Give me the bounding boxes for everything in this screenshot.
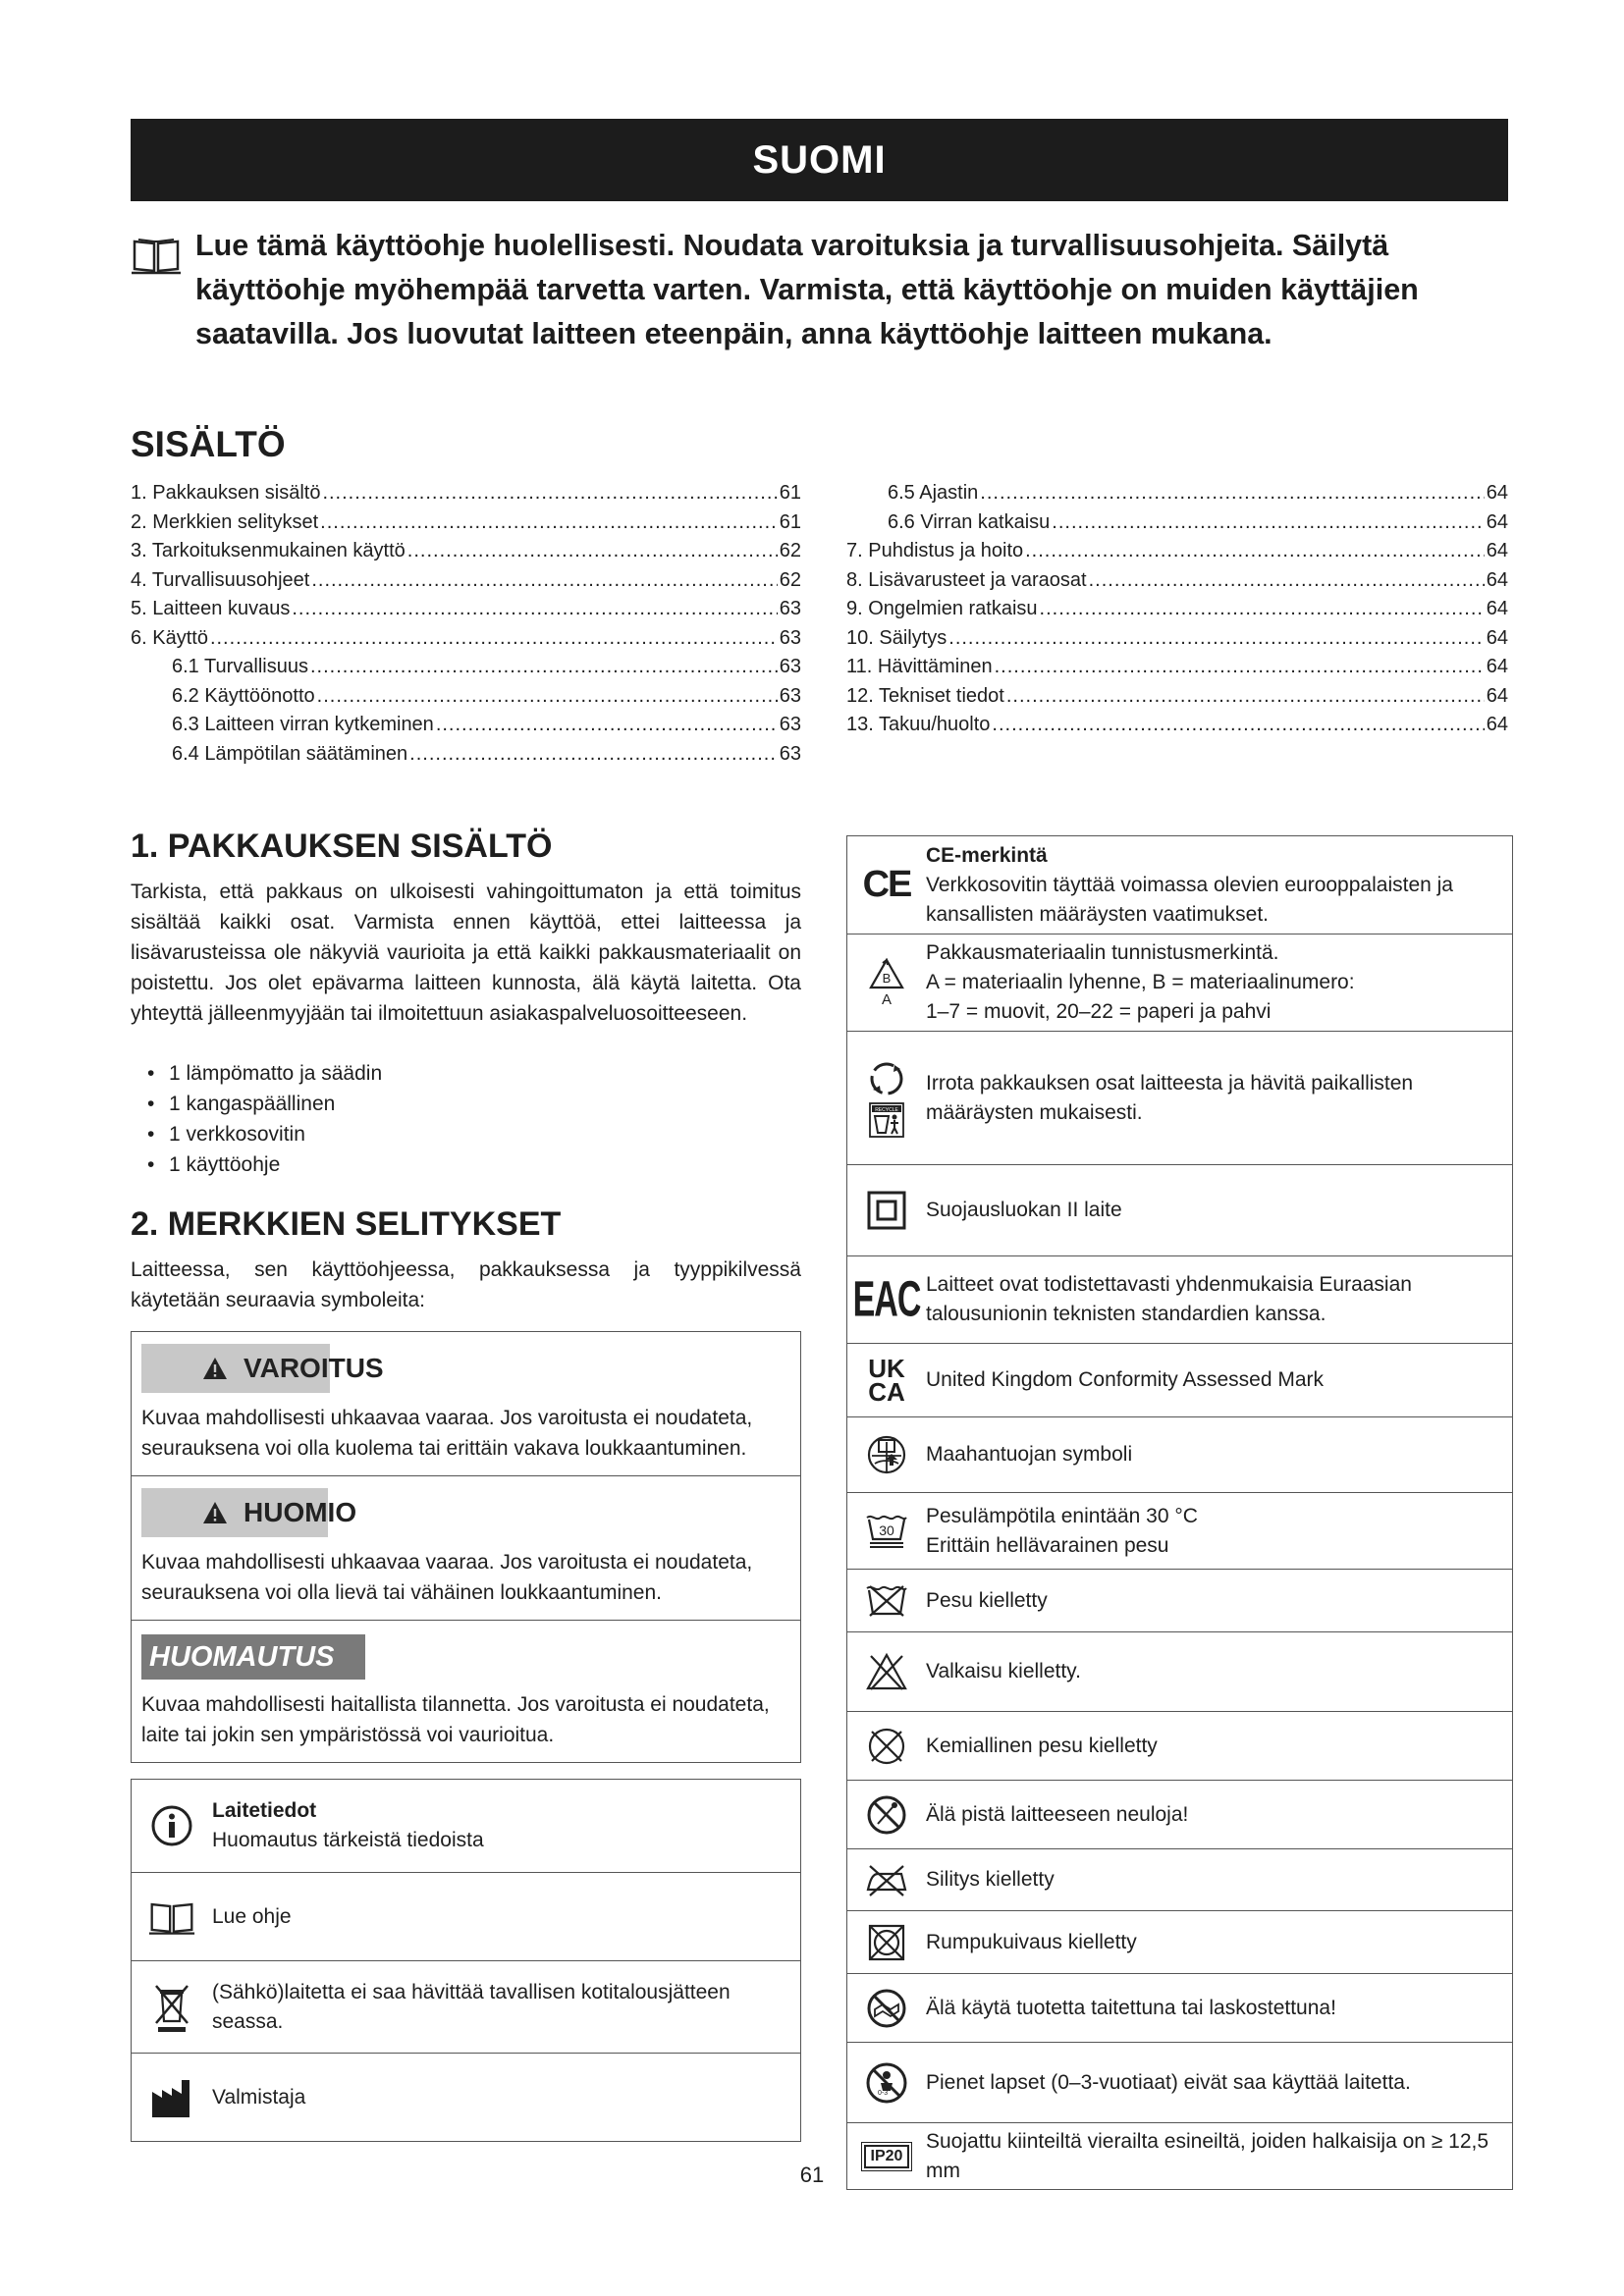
book-icon	[148, 1898, 195, 1936]
toc-entry[interactable]: 2. Merkkien selitykset ..... 61	[131, 508, 801, 538]
info-row	[132, 1960, 800, 2053]
eac-mark-icon: EAC	[852, 1270, 921, 1327]
toc-entry[interactable]: 1. Pakkauksen sisältö ..... 61	[131, 479, 801, 508]
page-number: 61	[799, 2163, 825, 2187]
symbol-row-notumble	[847, 1910, 1512, 1973]
symbol-text: Valkaisu kielletty.	[926, 1660, 1081, 1682]
symbol-text: Älä pistä laitteeseen neuloja!	[926, 1802, 1189, 1826]
toc-right-column	[846, 479, 1508, 740]
notice-block	[132, 1620, 800, 1762]
symbol-row-noiron	[847, 1848, 1512, 1910]
info-title: Laitetiedot	[212, 1799, 317, 1822]
symbol-row-recycle	[847, 934, 1512, 1031]
info-text: (Sähkö)laitetta ei saa hävittää tavallisen kotitalousjätteen seassa.	[212, 1980, 731, 2033]
symbol-text: Älä käytä tuotetta taitettuna tai laskostettuna!	[926, 1996, 1336, 2019]
weee-icon	[152, 1982, 191, 2033]
list-item: • 1 kangaspäällinen	[147, 1089, 736, 1119]
info-icon	[150, 1804, 193, 1847]
symbol-row-class2	[847, 1164, 1512, 1255]
symbol-row-nowash	[847, 1569, 1512, 1631]
symbol-text: A = materiaalin lyhenne, B = materiaalinumero:	[926, 971, 1355, 993]
protection-class-2-icon	[867, 1191, 906, 1230]
toc-entry[interactable]: 4. Turvallisuusohjeet ..... 62	[131, 566, 801, 596]
svg-text:RECYCLE: RECYCLE	[875, 1106, 898, 1113]
svg-text:0-3: 0-3	[878, 2089, 889, 2097]
recycle-arrows-icon	[867, 1059, 906, 1098]
symbol-title: CE-merkintä	[926, 843, 1048, 867]
symbol-text: United Kingdom Conformity Assessed Mark	[926, 1368, 1324, 1391]
no-wash-icon	[864, 1582, 909, 1620]
svg-text:30: 30	[879, 1522, 894, 1538]
toc-entry[interactable]: 7. Puhdistus ja hoito ..... 64	[846, 537, 1508, 566]
symbol-row-importer	[847, 1416, 1512, 1492]
symbol-text: Suojausluokan II laite	[926, 1199, 1122, 1221]
symbol-text: Pesu kielletty	[926, 1588, 1048, 1612]
symbol-text: Pienet lapset (0–3-vuotiaat) eivät saa käyttää laitetta.	[926, 2070, 1411, 2094]
symbol-row-ce	[847, 836, 1512, 934]
notice-label: HUOMAUTUS	[141, 1634, 365, 1680]
symbol-row-nopins	[847, 1780, 1512, 1848]
symbols-table	[846, 835, 1513, 2190]
warning-label: VAROITUS	[141, 1344, 330, 1393]
info-text: Huomautus tärkeistä tiedoista	[212, 1829, 484, 1851]
symbol-row-ukca	[847, 1343, 1512, 1416]
symbol-text: Irrota pakkauksen osat laitteesta ja hävitä paikallisten määräysten mukaisesti.	[926, 1071, 1414, 1124]
ukca-mark-top: UK	[868, 1354, 905, 1383]
symbol-text: Rumpukuivaus kielletty	[926, 1930, 1137, 1953]
toc-entry[interactable]: 8. Lisävarusteet ja varaosat ..... 64	[846, 566, 1508, 596]
no-dry-clean-icon	[866, 1726, 907, 1767]
toc-entry[interactable]: 6.5 Ajastin ..... 64	[846, 479, 1508, 508]
list-item: • 1 lämpömatto ja säädin	[147, 1058, 736, 1089]
wash-30-icon	[864, 1512, 909, 1551]
warning-triangle-icon	[202, 1501, 228, 1524]
manufacturer-icon	[150, 2078, 193, 2117]
toc-entry[interactable]: 3. Tarkoituksenmukainen käyttö ..... 62	[131, 537, 801, 566]
signal-words-box	[131, 1331, 801, 1763]
section-2-text: Laitteessa, sen käyttöohjeessa, pakkauksessa ja tyyppikilvessä käytetään seuraavia symboleita:	[131, 1258, 801, 1311]
toc-entry[interactable]: 6.1 Turvallisuus ..... 63	[131, 653, 801, 682]
ce-mark-icon: CE	[862, 864, 911, 905]
caution-text: Kuvaa mahdollisesti uhkaavaa vaaraa. Jos varoitusta ei noudateta, seurauksena voi olla lievä tai vähäinen loukkaantuminen.	[141, 1551, 753, 1604]
toc-entry[interactable]: 11. Hävittäminen ..... 64	[846, 653, 1508, 682]
symbol-row-dispose	[847, 1031, 1512, 1164]
info-row	[132, 1780, 800, 1872]
no-small-children-icon	[865, 2061, 908, 2105]
toc-entry[interactable]: 12. Tekniset tiedot ..... 64	[846, 682, 1508, 712]
toc-entry[interactable]: 6. Käyttö ..... 63	[131, 624, 801, 654]
toc-entry[interactable]: 5. Laitteen kuvaus ..... 63	[131, 595, 801, 624]
caution-block	[132, 1475, 800, 1620]
symbol-text: Pesulämpötila enintään 30 °C	[926, 1504, 1198, 1527]
section-2-title: 2. MERKKIEN SELITYKSET	[131, 1205, 562, 1243]
warning-triangle-icon	[202, 1357, 228, 1380]
symbol-text: Erittäin hellävarainen pesu	[926, 1533, 1169, 1557]
toc-entry[interactable]: 6.2 Käyttöönotto ..... 63	[131, 682, 801, 712]
toc-title: SISÄLTÖ	[131, 424, 286, 464]
toc-left-column	[131, 479, 801, 769]
info-row	[132, 2053, 800, 2141]
symbol-row-nofold	[847, 1973, 1512, 2042]
importer-icon	[866, 1434, 907, 1475]
symbol-text: 1–7 = muovit, 20–22 = paperi ja pahvi	[926, 1000, 1272, 1023]
toc-entry[interactable]: 6.3 Laitteen virran kytkeminen ..... 63	[131, 711, 801, 740]
language-header	[131, 119, 1508, 201]
symbol-text: Kemiallinen pesu kielletty	[926, 1734, 1158, 1757]
toc-entry[interactable]: 13. Takuu/huolto ..... 64	[846, 711, 1508, 740]
symbol-row-nodryclean	[847, 1711, 1512, 1780]
book-icon	[131, 236, 182, 275]
warning-block	[132, 1344, 800, 1475]
symbol-row-nochild	[847, 2042, 1512, 2122]
ukca-mark-bottom: CA	[868, 1377, 905, 1407]
symbol-row-wash30	[847, 1492, 1512, 1569]
caution-label: HUOMIO	[141, 1488, 328, 1537]
ip20-mark-icon: IP20	[864, 2145, 910, 2168]
intro-text: Lue tämä käyttöohje huolellisesti. Noudata varoituksia ja turvallisuusohjeita. Säilytä käyttöohje myöhempää tarvetta varten. Varmista, että käyttöohje on muiden käyttäjien saatavilla. Jos luovutat laitteen eteenpäin, anna käyttöohje laitteen mukana.	[195, 229, 1419, 350]
intro-notice	[131, 224, 1515, 356]
no-iron-icon	[864, 1862, 909, 1897]
symbol-text: Laitteet ovat todistettavasti yhdenmukaisia Euraasian talousunionin teknisten standardien kanssa.	[926, 1273, 1412, 1325]
symbol-text: Pakkausmateriaalin tunnistusmerkintä.	[926, 941, 1279, 964]
no-bleach-icon	[865, 1652, 908, 1691]
symbol-row-nobleach	[847, 1631, 1512, 1711]
language-title: SUOMI	[752, 137, 887, 182]
notice-text: Kuvaa mahdollisesti haitallista tilannetta. Jos varoitusta ei noudateta, laite tai jokin sen ympäristössä voi vaurioitua.	[141, 1693, 770, 1746]
symbol-text: Silitys kielletty	[926, 1868, 1055, 1891]
info-text: Lue ohje	[212, 1904, 292, 1928]
recycle-triangle-icon	[868, 957, 905, 992]
symbol-text: Maahantuojan symboli	[926, 1443, 1133, 1466]
warning-text: Kuvaa mahdollisesti uhkaavaa vaaraa. Jos varoitusta ei noudateta, seurauksena voi olla kuolema tai erittäin vakava loukkaantuminen.	[141, 1407, 753, 1460]
info-row	[132, 1872, 800, 1960]
symbol-row-eac	[847, 1255, 1512, 1343]
section-1-title: 1. PAKKAUKSEN SISÄLTÖ	[131, 828, 553, 865]
section-1-text: Tarkista, että pakkaus on ulkoisesti vahingoittumaton ja että toimitus sisältää kaikki osat. Varmista ennen käyttöä, ettei laitteessa ja lisävarusteissa ole näkyviä vaurioita ja että kaikki pakkausmateriaalit on poistettu. Jos olet epävarma laitteen kunnosta, älä käytä laitetta. Ota yhteyttä jälleenmyyjään tai ilmoitettuun asiakaspalveluosoitteeseen.	[131, 881, 801, 1025]
toc-entry[interactable]: 9. Ongelmien ratkaisu ..... 64	[846, 595, 1508, 624]
toc-entry[interactable]: 6.4 Lämpötilan säätäminen ..... 63	[131, 740, 801, 770]
toc-entry[interactable]: 10. Säilytys ..... 64	[846, 624, 1508, 654]
no-tumble-dry-icon	[867, 1923, 906, 1962]
svg-text:B: B	[882, 971, 892, 986]
symbol-text: Verkkosovitin täyttää voimassa olevien eurooppalaisten ja kansallisten määräysten vaatimukset.	[926, 873, 1453, 926]
bin-person-icon	[869, 1102, 904, 1138]
info-text: Valmistaja	[212, 2085, 306, 2109]
no-fold-icon	[866, 1988, 907, 2029]
toc-entry[interactable]: 6.6 Virran katkaisu ..... 64	[846, 508, 1508, 538]
package-contents-list	[147, 1058, 736, 1180]
list-item: • 1 verkkosovitin	[147, 1119, 736, 1149]
no-pins-icon	[866, 1794, 907, 1836]
material-letter: A	[881, 991, 892, 1008]
symbol-text: Suojattu kiinteiltä vierailta esineiltä, joiden halkaisija on ≥ 12,5 mm	[926, 2129, 1489, 2182]
info-symbols-box	[131, 1779, 801, 2142]
list-item: • 1 käyttöohje	[147, 1149, 736, 1180]
